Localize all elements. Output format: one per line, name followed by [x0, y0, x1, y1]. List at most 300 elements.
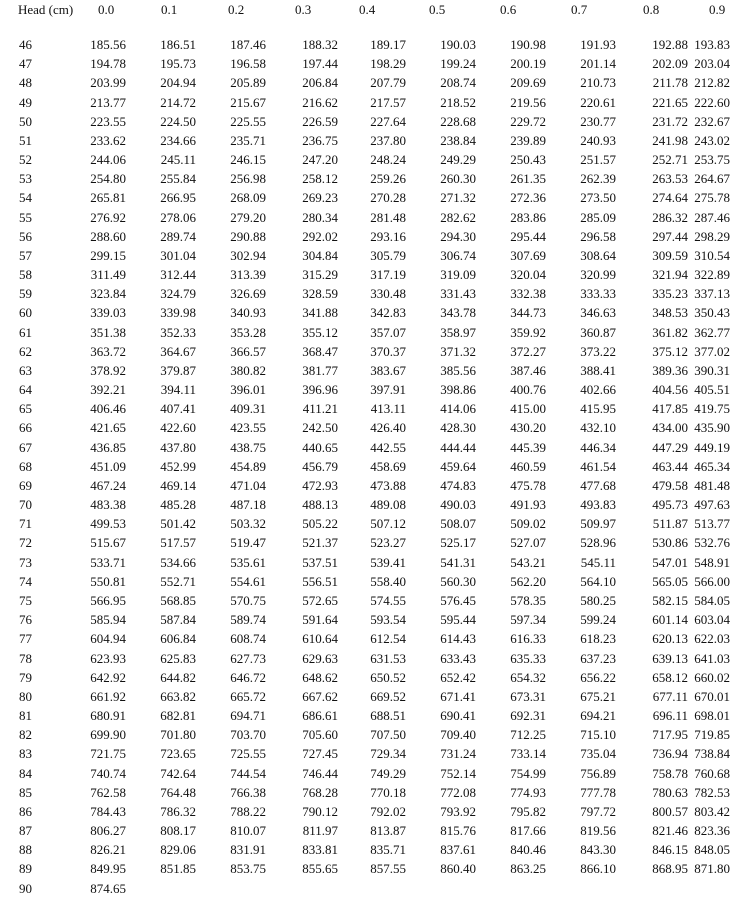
value-cell: 293.16	[370, 228, 406, 244]
value-cell: 320.04	[510, 267, 546, 283]
value-cell: 253.75	[694, 152, 730, 168]
value-cell: 517.57	[160, 535, 196, 551]
value-cell: 394.11	[160, 382, 196, 398]
value-cell: 560.30	[440, 573, 476, 589]
value-cell: 738.84	[694, 746, 730, 762]
value-cell: 595.44	[440, 612, 476, 628]
table-row	[0, 361, 734, 380]
value-cell: 235.71	[230, 132, 266, 148]
head-cell: 90	[19, 880, 32, 896]
value-cell: 488.13	[302, 497, 338, 513]
value-cell: 193.83	[694, 37, 730, 52]
value-cell: 366.57	[230, 343, 266, 359]
value-cell: 715.10	[580, 727, 616, 743]
value-cell: 610.64	[302, 631, 338, 647]
value-cell: 696.11	[652, 708, 688, 724]
value-cell: 513.77	[694, 516, 730, 532]
value-cell: 758.78	[652, 765, 688, 781]
value-cell: 254.80	[90, 171, 126, 187]
value-cell: 397.91	[370, 382, 406, 398]
value-cell: 195.73	[160, 56, 196, 72]
value-cell: 777.78	[580, 784, 616, 800]
value-cell: 601.14	[652, 612, 688, 628]
head-cell: 69	[19, 477, 32, 493]
value-cell: 587.84	[160, 612, 196, 628]
value-cell: 438.75	[230, 439, 266, 455]
table-row	[0, 188, 734, 207]
value-cell: 447.29	[652, 439, 688, 455]
value-cell: 332.38	[510, 286, 546, 302]
value-cell: 372.27	[510, 343, 546, 359]
value-cell: 222.60	[694, 94, 730, 110]
value-cell: 625.83	[160, 650, 196, 666]
value-cell: 200.19	[510, 56, 546, 72]
column-header: 0.6	[500, 2, 517, 17]
value-cell: 449.19	[694, 439, 730, 455]
value-cell: 326.69	[230, 286, 266, 302]
value-cell: 574.55	[370, 592, 406, 608]
value-cell: 644.82	[160, 669, 196, 685]
value-cell: 853.75	[230, 861, 266, 877]
value-cell: 446.34	[580, 439, 616, 455]
value-cell: 350.43	[694, 305, 730, 321]
head-cell: 56	[19, 228, 32, 244]
value-cell: 196.58	[230, 56, 266, 72]
value-cell: 247.20	[302, 152, 338, 168]
head-cell: 73	[19, 554, 32, 570]
value-cell: 452.99	[160, 458, 196, 474]
value-cell: 409.31	[230, 401, 266, 417]
value-cell: 669.52	[370, 688, 406, 704]
value-cell: 221.65	[652, 94, 688, 110]
value-cell: 225.55	[230, 113, 266, 129]
value-cell: 461.54	[580, 458, 616, 474]
value-cell: 209.69	[510, 75, 546, 91]
head-cell: 89	[19, 861, 32, 877]
value-cell: 265.81	[90, 190, 126, 206]
value-cell: 833.81	[302, 842, 338, 858]
value-cell: 703.70	[230, 727, 266, 743]
value-cell: 242.50	[302, 420, 338, 436]
value-cell: 419.75	[694, 401, 730, 417]
value-cell: 264.67	[694, 171, 730, 187]
value-cell: 289.74	[160, 228, 196, 244]
value-cell: 341.88	[302, 305, 338, 321]
value-cell: 473.88	[370, 477, 406, 493]
value-cell: 444.44	[440, 439, 476, 455]
value-cell: 550.81	[90, 573, 126, 589]
head-cell: 57	[19, 247, 32, 263]
value-cell: 272.36	[510, 190, 546, 206]
table-row	[0, 533, 734, 552]
value-cell: 231.72	[652, 113, 688, 129]
value-cell: 237.80	[370, 132, 406, 148]
value-cell: 380.82	[230, 362, 266, 378]
head-cell: 52	[19, 152, 32, 168]
value-cell: 213.77	[90, 94, 126, 110]
value-cell: 760.68	[694, 765, 730, 781]
value-cell: 302.94	[230, 247, 266, 263]
value-cell: 360.87	[580, 324, 616, 340]
head-cell: 86	[19, 803, 32, 819]
value-cell: 762.58	[90, 784, 126, 800]
value-cell: 591.64	[302, 612, 338, 628]
table-row	[0, 553, 734, 572]
value-cell: 445.39	[510, 439, 546, 455]
value-cell: 533.71	[90, 554, 126, 570]
head-cell: 65	[19, 401, 32, 417]
value-cell: 811.97	[302, 823, 338, 839]
value-cell: 185.56	[90, 37, 126, 52]
value-cell: 430.20	[510, 420, 546, 436]
value-cell: 328.59	[302, 286, 338, 302]
value-cell: 239.89	[510, 132, 546, 148]
column-header: 0.9	[709, 2, 726, 17]
head-cell: 63	[19, 362, 32, 378]
head-cell: 74	[19, 573, 32, 589]
value-cell: 808.17	[160, 823, 196, 839]
value-cell: 381.77	[302, 362, 338, 378]
value-cell: 620.13	[652, 631, 688, 647]
value-cell: 797.72	[580, 803, 616, 819]
value-cell: 389.36	[652, 362, 688, 378]
head-cell: 71	[19, 516, 32, 532]
value-cell: 459.64	[440, 458, 476, 474]
value-cell: 813.87	[370, 823, 406, 839]
value-cell: 266.95	[160, 190, 196, 206]
value-cell: 519.47	[230, 535, 266, 551]
value-cell: 359.92	[510, 324, 546, 340]
value-cell: 383.67	[370, 362, 406, 378]
value-cell: 217.57	[370, 94, 406, 110]
table-row	[0, 457, 734, 476]
table-row	[0, 514, 734, 533]
head-cell: 77	[19, 631, 32, 647]
value-cell: 219.56	[510, 94, 546, 110]
value-cell: 370.37	[370, 343, 406, 359]
value-cell: 414.06	[440, 401, 476, 417]
value-cell: 261.35	[510, 171, 546, 187]
value-cell: 670.01	[694, 688, 730, 704]
value-cell: 190.03	[440, 37, 476, 52]
value-cell: 275.78	[694, 190, 730, 206]
value-cell: 232.67	[694, 113, 730, 129]
value-cell: 725.55	[230, 746, 266, 762]
value-cell: 276.92	[90, 209, 126, 225]
value-cell: 831.91	[230, 842, 266, 858]
value-cell: 477.68	[580, 477, 616, 493]
value-cell: 680.91	[90, 708, 126, 724]
value-cell: 335.23	[652, 286, 688, 302]
value-cell: 220.61	[580, 94, 616, 110]
value-cell: 451.09	[90, 458, 126, 474]
value-cell: 248.24	[370, 152, 406, 168]
value-cell: 241.98	[652, 132, 688, 148]
head-column-header: Head (cm)	[18, 2, 74, 17]
value-cell: 339.98	[160, 305, 196, 321]
value-cell: 505.22	[302, 516, 338, 532]
value-cell: 322.89	[694, 267, 730, 283]
value-cell: 458.69	[370, 458, 406, 474]
value-cell: 871.80	[694, 861, 730, 877]
value-cell: 263.53	[652, 171, 688, 187]
value-cell: 321.94	[652, 267, 688, 283]
head-cell: 88	[19, 842, 32, 858]
value-cell: 840.46	[510, 842, 546, 858]
value-cell: 337.13	[694, 286, 730, 302]
value-cell: 228.68	[440, 113, 476, 129]
table-row	[0, 706, 734, 725]
value-cell: 698.01	[694, 708, 730, 724]
value-cell: 340.93	[230, 305, 266, 321]
value-cell: 297.44	[652, 228, 688, 244]
value-cell: 240.93	[580, 132, 616, 148]
value-cell: 641.03	[694, 650, 730, 666]
value-cell: 585.94	[90, 612, 126, 628]
value-cell: 699.90	[90, 727, 126, 743]
value-cell: 353.28	[230, 324, 266, 340]
value-cell: 310.54	[694, 247, 730, 263]
table-row	[0, 227, 734, 246]
value-cell: 648.62	[302, 669, 338, 685]
value-cell: 377.02	[694, 343, 730, 359]
value-cell: 772.08	[440, 784, 476, 800]
value-cell: 740.74	[90, 765, 126, 781]
value-cell: 244.06	[90, 152, 126, 168]
table-row	[0, 649, 734, 668]
value-cell: 363.72	[90, 343, 126, 359]
value-cell: 435.90	[694, 420, 730, 436]
value-cell: 599.24	[580, 612, 616, 628]
value-cell: 351.38	[90, 324, 126, 340]
value-cell: 618.23	[580, 631, 616, 647]
value-cell: 214.72	[160, 94, 196, 110]
value-cell: 251.57	[580, 152, 616, 168]
head-cell: 70	[19, 497, 32, 513]
value-cell: 440.65	[302, 439, 338, 455]
value-cell: 537.51	[302, 554, 338, 570]
head-cell: 80	[19, 688, 32, 704]
value-cell: 411.21	[302, 401, 338, 417]
table-row	[0, 687, 734, 706]
head-cell: 58	[19, 267, 32, 283]
value-cell: 315.29	[302, 267, 338, 283]
table-row	[0, 303, 734, 322]
value-cell: 646.72	[230, 669, 266, 685]
table-row	[0, 265, 734, 284]
value-cell: 233.62	[90, 132, 126, 148]
value-cell: 692.31	[510, 708, 546, 724]
value-cell: 539.41	[370, 554, 406, 570]
column-header: 0.8	[643, 2, 660, 17]
value-cell: 252.71	[652, 152, 688, 168]
table-row	[0, 725, 734, 744]
value-cell: 508.07	[440, 516, 476, 532]
value-cell: 705.60	[302, 727, 338, 743]
value-cell: 437.80	[160, 439, 196, 455]
value-cell: 612.54	[370, 631, 406, 647]
value-cell: 402.66	[580, 382, 616, 398]
table-row	[0, 840, 734, 859]
table-row	[0, 668, 734, 687]
value-cell: 230.77	[580, 113, 616, 129]
value-cell: 686.61	[302, 708, 338, 724]
table-row	[0, 380, 734, 399]
value-cell: 860.40	[440, 861, 476, 877]
value-cell: 493.83	[580, 497, 616, 513]
value-cell: 562.20	[510, 573, 546, 589]
value-cell: 373.22	[580, 343, 616, 359]
value-cell: 203.99	[90, 75, 126, 91]
value-cell: 250.43	[510, 152, 546, 168]
value-cell: 358.97	[440, 324, 476, 340]
value-cell: 606.84	[160, 631, 196, 647]
value-cell: 290.88	[230, 228, 266, 244]
head-cell: 47	[19, 56, 32, 72]
value-cell: 331.43	[440, 286, 476, 302]
value-cell: 479.58	[652, 477, 688, 493]
value-cell: 752.14	[440, 765, 476, 781]
value-cell: 855.65	[302, 861, 338, 877]
value-cell: 552.71	[160, 573, 196, 589]
value-cell: 422.60	[160, 420, 196, 436]
value-cell: 694.21	[580, 708, 616, 724]
value-cell: 192.88	[652, 37, 688, 52]
value-cell: 654.32	[510, 669, 546, 685]
table-row	[0, 744, 734, 763]
value-cell: 319.09	[440, 267, 476, 283]
value-cell: 396.96	[302, 382, 338, 398]
head-cell: 46	[19, 37, 32, 52]
table-row	[0, 284, 734, 303]
value-cell: 460.59	[510, 458, 546, 474]
value-cell: 572.65	[302, 592, 338, 608]
value-cell: 190.98	[510, 37, 546, 52]
value-cell: 721.75	[90, 746, 126, 762]
value-cell: 465.34	[694, 458, 730, 474]
table-header	[0, 0, 734, 20]
value-cell: 194.78	[90, 56, 126, 72]
table-row	[0, 35, 734, 54]
value-cell: 485.28	[160, 497, 196, 513]
value-cell: 434.00	[652, 420, 688, 436]
value-cell: 709.40	[440, 727, 476, 743]
value-cell: 475.78	[510, 477, 546, 493]
value-cell: 188.32	[302, 37, 338, 52]
value-cell: 407.41	[160, 401, 196, 417]
value-cell: 226.59	[302, 113, 338, 129]
head-cell: 82	[19, 727, 32, 743]
value-cell: 525.17	[440, 535, 476, 551]
value-cell: 515.67	[90, 535, 126, 551]
column-header: 0.2	[228, 2, 245, 17]
value-cell: 580.25	[580, 592, 616, 608]
value-cell: 292.02	[302, 228, 338, 244]
value-cell: 296.58	[580, 228, 616, 244]
value-cell: 627.73	[230, 650, 266, 666]
value-cell: 736.94	[652, 746, 688, 762]
value-cell: 243.02	[694, 132, 730, 148]
value-cell: 344.73	[510, 305, 546, 321]
value-cell: 197.44	[302, 56, 338, 72]
head-cell: 49	[19, 94, 32, 110]
value-cell: 690.41	[440, 708, 476, 724]
value-cell: 675.21	[580, 688, 616, 704]
value-cell: 378.92	[90, 362, 126, 378]
value-cell: 456.79	[302, 458, 338, 474]
value-cell: 499.53	[90, 516, 126, 532]
value-cell: 294.30	[440, 228, 476, 244]
value-cell: 368.47	[302, 343, 338, 359]
value-cell: 707.50	[370, 727, 406, 743]
value-cell: 387.46	[510, 362, 546, 378]
head-cell: 67	[19, 439, 32, 455]
value-cell: 361.82	[652, 324, 688, 340]
value-cell: 764.48	[160, 784, 196, 800]
value-cell: 548.91	[694, 554, 730, 570]
value-cell: 650.52	[370, 669, 406, 685]
value-cell: 262.39	[580, 171, 616, 187]
value-cell: 436.85	[90, 439, 126, 455]
table-row	[0, 169, 734, 188]
table-row	[0, 821, 734, 840]
value-cell: 719.85	[694, 727, 730, 743]
value-cell: 202.09	[652, 56, 688, 72]
table-row	[0, 399, 734, 418]
table-row	[0, 342, 734, 361]
value-cell: 201.14	[580, 56, 616, 72]
value-cell: 837.61	[440, 842, 476, 858]
value-cell: 823.36	[694, 823, 730, 839]
table-row	[0, 802, 734, 821]
value-cell: 608.74	[230, 631, 266, 647]
value-cell: 282.62	[440, 209, 476, 225]
head-cell: 60	[19, 305, 32, 321]
value-cell: 535.61	[230, 554, 266, 570]
value-cell: 826.21	[90, 842, 126, 858]
value-cell: 259.26	[370, 171, 406, 187]
value-cell: 534.66	[160, 554, 196, 570]
value-cell: 866.10	[580, 861, 616, 877]
value-cell: 346.63	[580, 305, 616, 321]
value-cell: 323.84	[90, 286, 126, 302]
value-cell: 806.27	[90, 823, 126, 839]
value-cell: 631.53	[370, 650, 406, 666]
value-cell: 423.55	[230, 420, 266, 436]
value-cell: 191.93	[580, 37, 616, 52]
value-cell: 371.32	[440, 343, 476, 359]
value-cell: 742.64	[160, 765, 196, 781]
table-body	[0, 35, 734, 898]
value-cell: 677.11	[652, 688, 688, 704]
value-cell: 829.06	[160, 842, 196, 858]
value-cell: 817.66	[510, 823, 546, 839]
table-row	[0, 572, 734, 591]
column-header: 0.7	[571, 2, 588, 17]
head-cell: 84	[19, 765, 32, 781]
value-cell: 333.33	[580, 286, 616, 302]
value-cell: 238.84	[440, 132, 476, 148]
value-cell: 305.79	[370, 247, 406, 263]
value-cell: 584.05	[694, 592, 730, 608]
value-cell: 405.51	[694, 382, 730, 398]
value-cell: 489.08	[370, 497, 406, 513]
value-cell: 215.67	[230, 94, 266, 110]
value-cell: 187.46	[230, 37, 266, 52]
value-cell: 406.46	[90, 401, 126, 417]
value-cell: 304.84	[302, 247, 338, 263]
head-cell: 53	[19, 171, 32, 187]
